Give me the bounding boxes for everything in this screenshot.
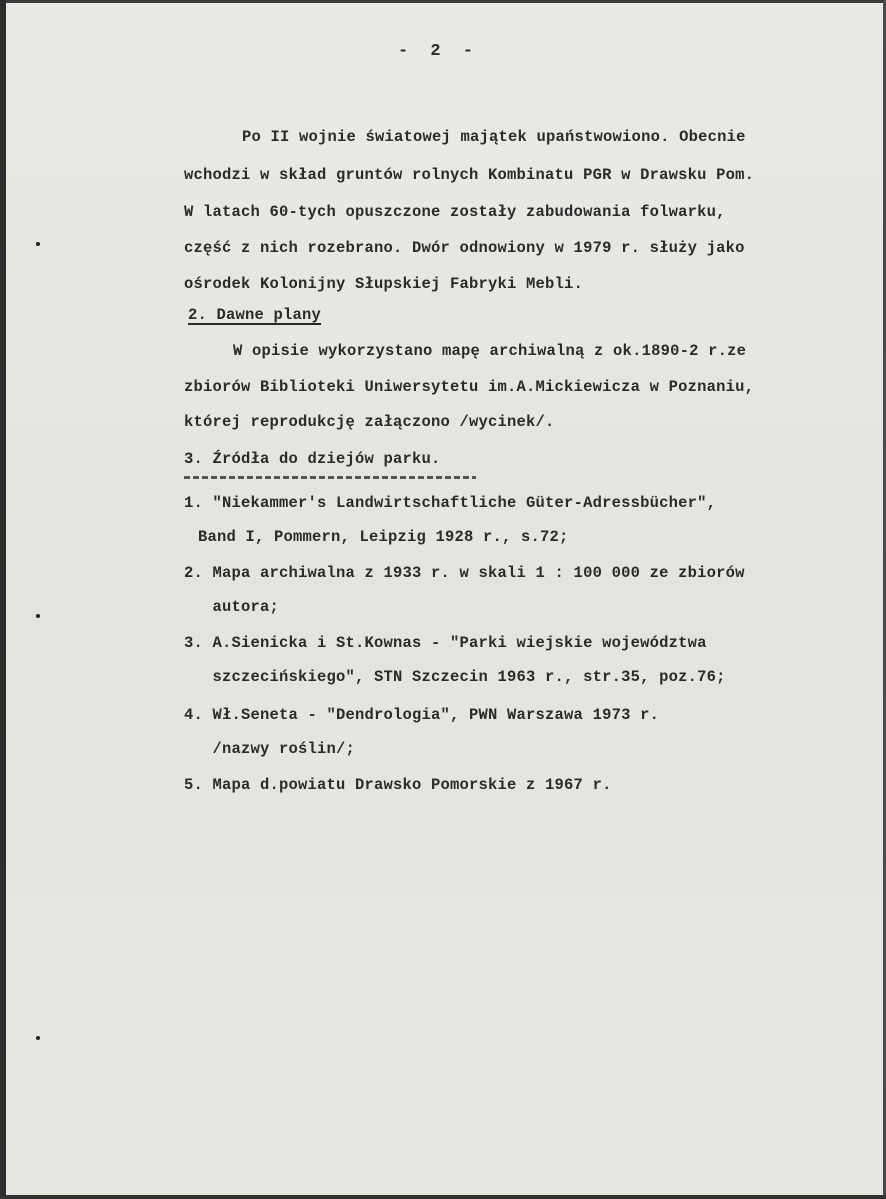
margin-dot: [36, 1036, 40, 1040]
paragraph-line: ośrodek Kolonijny Słupskiej Fabryki Mebli.: [184, 275, 584, 293]
paragraph-line: wchodzi w skład gruntów rolnych Kombinatu PGR w Drawsku Pom.: [184, 166, 755, 184]
source-item-line: 5. Mapa d.powiatu Drawsko Pomorskie z 1967 r.: [184, 776, 612, 794]
scan-border-left: [0, 0, 6, 1199]
scan-border-bottom: [0, 1195, 886, 1199]
paragraph-line: W opisie wykorzystano mapę archiwalną z ok.1890-2 r.ze: [233, 342, 747, 360]
source-item-line: 4. Wł.Seneta - "Dendrologia", PWN Warszawa 1973 r.: [184, 706, 660, 724]
source-item-line: autora;: [184, 598, 280, 616]
section-heading: 3. Źródła do dziejów parku.: [184, 450, 441, 468]
paragraph-line: Po II wojnie światowej majątek upaństwowiono. Obecnie: [242, 128, 746, 146]
source-item-line: 3. A.Sienicka i St.Kownas - "Parki wiejskie województwa: [184, 634, 707, 652]
paragraph-line: zbiorów Biblioteki Uniwersytetu im.A.Mickiewicza w Poznaniu,: [184, 378, 755, 396]
paragraph-line: część z nich rozebrano. Dwór odnowiony w 1979 r. służy jako: [184, 239, 745, 257]
scan-border-top: [0, 0, 886, 3]
margin-dot: [36, 614, 40, 618]
page-number: - 2 -: [398, 42, 480, 61]
source-item-line: /nazwy roślin/;: [184, 740, 356, 758]
source-item-line: Band I, Pommern, Leipzig 1928 r., s.72;: [198, 528, 569, 546]
section-heading: 2. Dawne plany: [188, 306, 322, 324]
paragraph-line: W latach 60-tych opuszczone zostały zabudowania folwarku,: [184, 203, 726, 221]
margin-dot: [36, 242, 40, 246]
paragraph-line: której reprodukcję załączono /wycinek/.: [184, 413, 555, 431]
source-item-line: 1. "Niekammer's Landwirtschaftliche Güter-Adressbücher",: [184, 494, 717, 512]
source-item-line: 2. Mapa archiwalna z 1933 r. w skali 1 : 100 000 ze zbiorów: [184, 564, 745, 582]
heading-underline: [184, 476, 476, 479]
source-item-line: szczecińskiego", STN Szczecin 1963 r., str.35, poz.76;: [184, 668, 726, 686]
